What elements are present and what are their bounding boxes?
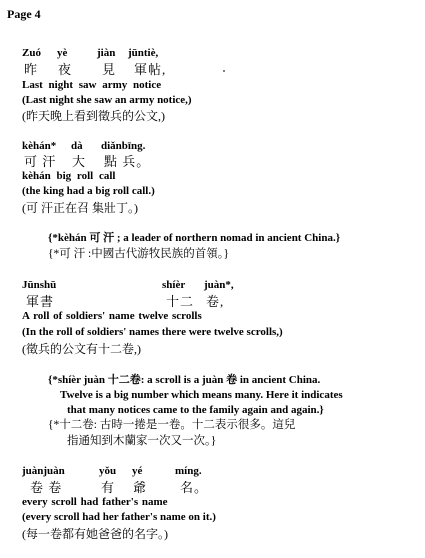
speck: [223, 70, 225, 72]
translation-line: (In the roll of soldiers' names there were twelve scrolls,): [22, 326, 283, 338]
pinyin-word: yé: [132, 465, 143, 477]
pinyin-word: juàn*,: [204, 279, 234, 291]
hanzi-word: 點 兵。: [104, 154, 151, 169]
pinyin-word: kèhán*: [22, 140, 57, 152]
hanzi-word: 軍帖,: [134, 62, 167, 77]
gloss-line: Last night saw army notice: [22, 79, 162, 91]
chinese-translation: (每一卷都有她爸爸的名字。): [22, 527, 168, 541]
hanzi-word: 夜: [58, 62, 73, 77]
gloss-line: A roll of soldiers' name twelve scrolls: [22, 310, 202, 322]
pinyin-word: Jūnshū: [22, 279, 57, 291]
annotation-cn: {*可 汗 :中國古代游牧民族的首領。}: [48, 248, 229, 260]
annotation-cn: {*十二卷: 古時一捲是一卷。十二表示很多。這兒: [48, 419, 296, 431]
pinyin-word: Zuó: [22, 47, 41, 59]
pinyin-word: míng.: [175, 465, 202, 477]
hanzi-word: 名。: [180, 480, 209, 495]
annotation-en: that many notices came to the family again and again.}: [67, 404, 324, 416]
pinyin-word: juànjuàn: [22, 465, 65, 477]
chinese-translation: (可 汗正在召 集壯丁。): [22, 201, 138, 215]
hanzi-word: 大: [72, 154, 87, 169]
translation-line: (every scroll had her father's name on it.): [22, 511, 216, 523]
pinyin-word: yè: [57, 47, 68, 59]
pinyin-word: shíèr: [162, 279, 186, 291]
annotation-en: {*kèhán 可 汗 ; a leader of northern nomad in ancient China.}: [48, 232, 341, 244]
gloss-line: kèhán big roll call: [22, 170, 116, 182]
hanzi-word: 有: [101, 480, 116, 495]
pinyin-word: dà: [71, 140, 83, 152]
annotation-en: {*shíèr juàn 十二卷: a scroll is a juàn 卷 in ancient China.: [48, 374, 321, 386]
pinyin-word: jiàn: [97, 47, 116, 59]
chinese-translation: (徵兵的公文有十二卷,): [22, 342, 141, 356]
hanzi-word: 見: [102, 62, 117, 77]
hanzi-word: 爺: [133, 480, 148, 495]
pinyin-word: yǒu: [99, 465, 117, 477]
hanzi-word: 卷 卷: [30, 480, 63, 495]
pinyin-word: jūntiè,: [128, 47, 159, 59]
pinyin-word: diǎnbīng.: [101, 140, 146, 152]
gloss-line: every scroll had father's name: [22, 496, 168, 508]
hanzi-word: 昨: [24, 62, 39, 77]
chinese-translation: (昨天晚上看到徵兵的公文,): [22, 109, 165, 123]
translation-line: (Last night she saw an army notice,): [22, 94, 192, 106]
hanzi-word: 可 汗: [24, 154, 57, 169]
translation-line: (the king had a big roll call.): [22, 185, 155, 197]
annotation-en: Twelve is a big number which means many. Here it indicates: [60, 389, 343, 401]
hanzi-word: 軍書: [26, 294, 55, 309]
annotation-cn: 指通知到木蘭家一次又一次。}: [67, 435, 217, 447]
hanzi-word: 卷,: [206, 294, 225, 309]
page-label: Page 4: [7, 7, 41, 21]
hanzi-word: 十二: [166, 294, 195, 309]
